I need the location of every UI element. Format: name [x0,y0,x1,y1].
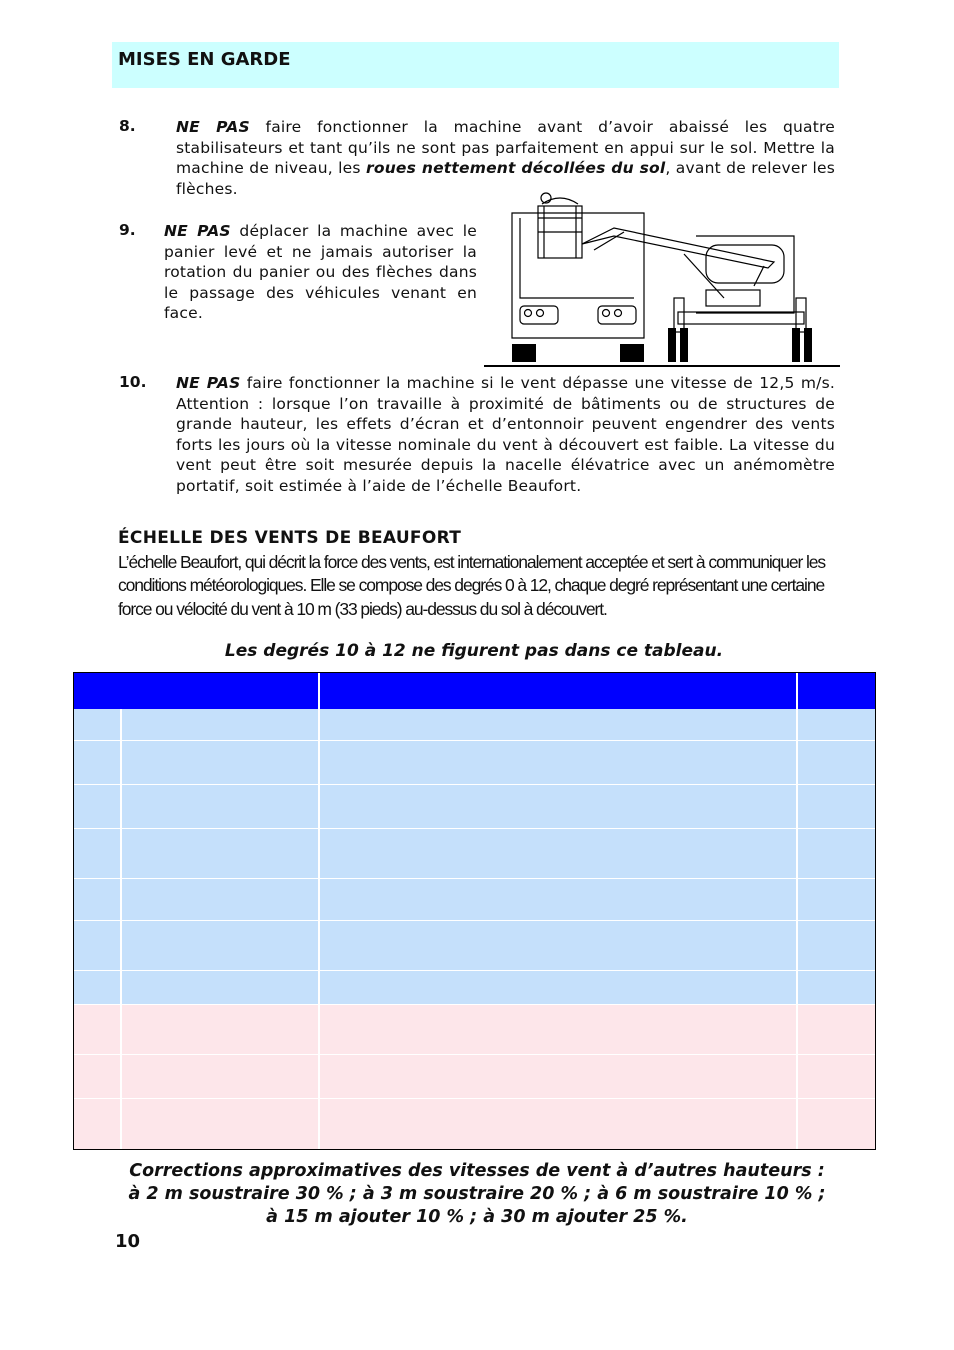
table-caption: Les degrés 10 à 12 ne figurent pas dans ce tableau. [224,641,724,661]
table-header [74,673,875,709]
section-intro: L’échelle Beaufort, qui décrit la force des vents, est internationalement acceptée et sert à communiquer les conditions météorologiques. Elle se compose des degrés 0 à 12, chaque degré représentant une certaine force ou vélocité du vent à 10 m (33 pieds) au-dessus du sol à découvert. [118,552,826,619]
text: faire fonctionner la machine avant d’avoir abaissé les quatre stabilisateurs et tant qu’ils ne sont pas parfaitement en appui sur le sol. Mettre la machine de niveau, les [176,118,835,178]
table-row [74,829,875,879]
height-corrections-note [74,1160,880,1228]
table-row [74,785,875,829]
table-row [74,971,875,1005]
table-row [74,1055,875,1099]
item-number: 10. [119,373,147,391]
emphasis: roues nettement décollées du sol [366,159,666,178]
item-number: 9. [119,221,136,239]
section-title: ÉCHELLE DES VENTS DE BEAUFORT [118,528,462,548]
table-row [74,741,875,785]
table-row [74,1005,875,1055]
emphasis: NE PAS [176,118,250,136]
page-title: MISES EN GARDE [118,49,291,70]
text: , avant de relever les flèches. [176,159,835,198]
note-line: à 2 m soustraire 30 % ; à 3 m soustraire 20 % ; à 6 m soustraire 10 % ; [128,1183,826,1204]
item-number: 8. [119,117,136,135]
emphasis: NE PAS [176,374,241,392]
text: déplacer la machine avec le panier levé et ne jamais autoriser la rotation du panier ou des flèches dans le passage des véhicules venant en face. [164,222,477,323]
table-row [74,1099,875,1149]
table-row [74,709,875,741]
warning-item-10 [176,373,835,497]
header-bar [112,42,839,88]
emphasis: NE PAS [164,222,231,240]
note-line: à 15 m ajouter 10 % ; à 30 m ajouter 25 %. [266,1206,688,1227]
beaufort-table [73,672,876,1150]
table-row [74,921,875,971]
note-line: Corrections approximatives des vitesses de vent à d’autres hauteurs : [129,1161,825,1181]
aerial-lift-truck-illustration [484,188,840,370]
page-number: 10 [115,1231,141,1252]
warning-item-9 [164,221,477,324]
table-row [74,879,875,921]
text: faire fonctionner la machine si le vent dépasse une vitesse de 12,5 m/s. Attention : lorsque l’on travaille à proximité de bâtiments ou de structures de grande hauteur, les effets d’écran et d’entonnoir peuvent engendrer des vents forts les jours où la vitesse nominale du vent à découvert est faible. La vitesse du vent peut être soit mesurée depuis la nacelle élévatrice avec un anémomètre portatif, soit estimée à l’aide de l’échelle Beaufort. [176,374,835,495]
